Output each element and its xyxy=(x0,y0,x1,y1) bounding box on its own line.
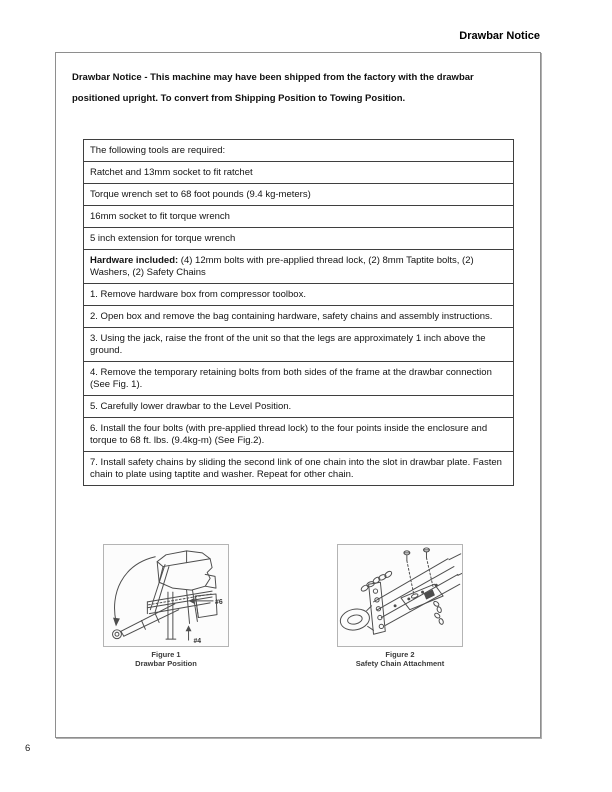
figure-1-caption-subtitle: Drawbar Position xyxy=(135,659,197,668)
figure-1-caption xyxy=(103,650,229,668)
row-text: 16mm socket to fit torque wrench xyxy=(90,211,230,222)
row-text: 6. Install the four bolts (with pre-applied thread lock) to the four points inside the enclosure and torque to 68 ft. lbs. (9.4kg-m) (See Fig.2). xyxy=(90,423,488,446)
drawbar-position-illustration xyxy=(104,545,228,646)
row-text: The following tools are required: xyxy=(90,145,226,156)
table-row-step-4 xyxy=(84,362,513,396)
table-row xyxy=(84,206,513,228)
row-text: 1. Remove hardware box from compressor toolbox. xyxy=(90,289,306,300)
table-row-step-7 xyxy=(84,452,513,485)
table-row xyxy=(84,162,513,184)
page-header-title: Drawbar Notice xyxy=(459,30,540,42)
row-text: 2. Open box and remove the bag containing hardware, safety chains and assembly instructions. xyxy=(90,311,493,322)
safety-chain-attachment-illustration xyxy=(338,545,462,646)
table-row xyxy=(84,140,513,162)
figure-1-caption-title: Figure 1 xyxy=(151,650,181,659)
figure-2-caption-subtitle: Safety Chain Attachment xyxy=(355,659,445,668)
figure-2-drawing xyxy=(337,544,463,647)
row-text: 3. Using the jack, raise the front of the unit so that the legs are approximately 1 inch above the ground. xyxy=(90,333,486,356)
table-row-step-3 xyxy=(84,328,513,362)
row-text: 5. Carefully lower drawbar to the Level Position. xyxy=(90,401,292,412)
row-text: Torque wrench set to 68 foot pounds (9.4 kg-meters) xyxy=(90,189,311,200)
page-number: 6 xyxy=(25,743,31,754)
figure-2 xyxy=(337,544,463,668)
figure-1-drawing xyxy=(103,544,229,647)
table-row-step-1 xyxy=(84,284,513,306)
row-text: 7. Install safety chains by sliding the second link of one chain into the slot in drawbar plate. Fasten chain to plate using taptite and washer. Repeat for other chain. xyxy=(90,457,502,480)
row-text: 5 inch extension for torque wrench xyxy=(90,233,236,244)
table-row-step-2 xyxy=(84,306,513,328)
drawbar-notice-paragraph xyxy=(72,67,474,109)
table-row xyxy=(84,228,513,250)
row-bold-lead: Hardware included: xyxy=(90,255,179,266)
notice-line-2: positioned upright. To convert from Shipping Position to Towing Position. xyxy=(72,93,406,104)
content-box xyxy=(55,52,541,738)
row-text: Ratchet and 13mm socket to fit ratchet xyxy=(90,167,253,178)
tools-and-steps-table xyxy=(83,139,514,486)
notice-line-1: Drawbar Notice - This machine may have been shipped from the factory with the drawbar xyxy=(72,72,474,83)
table-row xyxy=(84,184,513,206)
row-text: 4. Remove the temporary retaining bolts from both sides of the frame at the drawbar connection (See Fig. 1). xyxy=(90,367,492,390)
figure-2-caption-title: Figure 2 xyxy=(385,650,415,659)
table-row-step-6 xyxy=(84,418,513,452)
figure-1-label-4: #4 xyxy=(193,638,202,646)
table-row-step-5 xyxy=(84,396,513,418)
figure-1-label-6: #6 xyxy=(215,598,223,606)
figure-2-caption xyxy=(337,650,463,668)
row-text: (4) 12mm bolts with pre-applied thread lock, (2) 8mm Taptite bolts, (2) Washers, (2) Safety Chains xyxy=(90,255,474,278)
figure-1 xyxy=(103,544,229,668)
table-row-hardware-included xyxy=(84,250,513,284)
